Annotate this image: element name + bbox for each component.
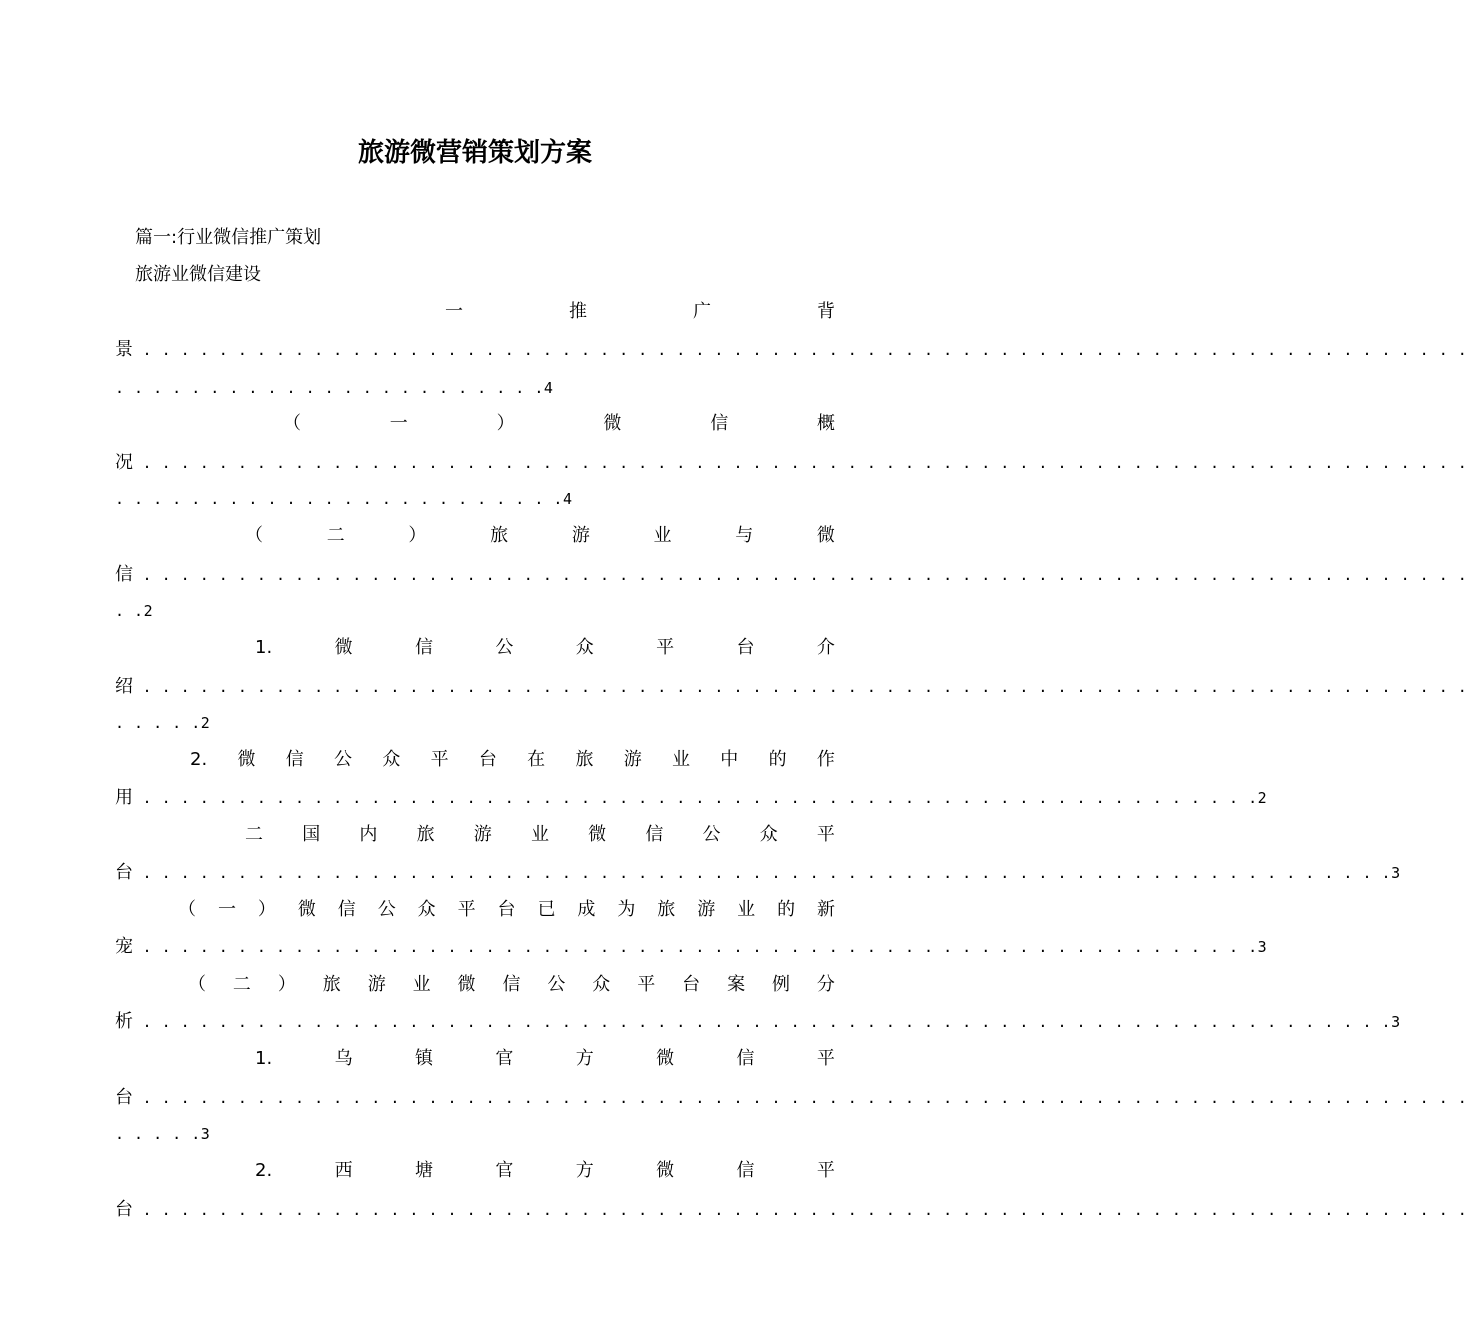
toc-heading-char: 镇 <box>414 1048 433 1069</box>
toc-heading-char: 为 <box>617 899 636 920</box>
toc-heading-char: 一 <box>445 301 463 322</box>
dot-leader: . . . . . <box>115 714 201 732</box>
toc-entry-leader <box>115 338 1467 362</box>
toc-heading-char: 台 <box>497 899 516 920</box>
toc-entry-leader <box>115 935 1267 959</box>
toc-heading-char: 内 <box>359 824 378 845</box>
toc-heading-char: 2. <box>255 1160 273 1181</box>
toc-heading-char: （ <box>245 525 263 546</box>
toc-heading-char: 业 <box>672 749 690 770</box>
toc-entry-heading <box>255 636 835 660</box>
toc-heading-char: （ <box>283 413 301 434</box>
toc-entry-leader <box>115 451 1467 475</box>
toc-entry-end-char: 台 <box>115 1087 133 1108</box>
toc-heading-char: 游 <box>571 525 590 546</box>
toc-heading-char: 乌 <box>334 1048 353 1069</box>
toc-heading-char: 官 <box>495 1160 514 1181</box>
toc-entry-continuation <box>115 711 210 735</box>
toc-heading-char: 1. <box>255 1048 273 1069</box>
toc-heading-char: 案 <box>727 974 746 995</box>
toc-heading-char: 信 <box>645 824 664 845</box>
page-number: 2 <box>1257 789 1268 807</box>
toc-heading-char: 平 <box>816 1160 835 1181</box>
toc-heading-char: 公 <box>702 824 721 845</box>
dot-leader: . . . . . . . . . . . . . . . . . . . . . . . . . . . . . . . . . . . . . . . . . . . . . . . . . . . . . . . . . . . <box>133 789 1258 807</box>
toc-heading-char: 微 <box>656 1048 675 1069</box>
toc-heading-char: 台 <box>478 749 497 770</box>
toc-entry-end-char: 台 <box>115 1199 133 1220</box>
page-number: 4 <box>543 379 554 397</box>
toc-entry-leader <box>115 861 1401 885</box>
toc-heading-char: 信 <box>710 413 729 434</box>
dot-leader: . . <box>115 602 144 620</box>
toc-heading-char: 业 <box>653 525 672 546</box>
toc-heading-char: 台 <box>682 974 701 995</box>
toc-heading-char: 方 <box>575 1160 594 1181</box>
toc-entry-end-char: 析 <box>115 1011 133 1032</box>
toc-heading-char: 分 <box>816 974 835 995</box>
toc-heading-char: 作 <box>816 749 835 770</box>
dot-leader: . . . . . . . . . . . . . . . . . . . . . . . . . . . . . . . . . . . . . . . . . . . . . . . . . . . . . . . . . . . . . . . . . . <box>133 864 1392 882</box>
dot-leader: . . . . . . . . . . . . . . . . . . . . . . . . . . . . . . . . . . . . . . . . . . . . . . . . . . . . . . . . . . . . . . . . . . . . . . <box>133 1089 1467 1107</box>
toc-heading-char: 新 <box>817 899 835 920</box>
toc-entry-continuation <box>115 487 572 511</box>
toc-heading-char: 信 <box>337 899 356 920</box>
toc-heading-char: 微 <box>816 525 835 546</box>
toc-entry-continuation <box>115 1122 210 1146</box>
dot-leader: . . . . . . . . . . . . . . . . . . . . . . . . . . . . . . . . . . . . . . . . . . . . . . . . . . . . . . . . . . . . . . . . . . . . . . <box>133 454 1467 472</box>
page-number: 2 <box>200 714 211 732</box>
toc-heading-char: 众 <box>575 637 594 658</box>
toc-heading-char: 介 <box>816 637 835 658</box>
toc-heading-char: 众 <box>417 899 436 920</box>
toc-entry-leader <box>115 786 1267 810</box>
toc-heading-char: 平 <box>656 637 675 658</box>
toc-heading-char: 旅 <box>322 974 341 995</box>
toc-heading-char: 众 <box>382 749 401 770</box>
toc-entry-leader <box>115 1086 1467 1110</box>
toc-heading-char: 众 <box>759 824 778 845</box>
toc-heading-char: 游 <box>623 749 642 770</box>
toc-entry-continuation <box>115 599 153 623</box>
toc-entry-leader <box>115 1010 1401 1034</box>
toc-heading-char: 方 <box>575 1048 594 1069</box>
toc-heading-char: 二 <box>245 824 263 845</box>
toc-heading-char: 微 <box>237 749 256 770</box>
toc-heading-char: 背 <box>817 301 835 322</box>
toc-heading-char: 已 <box>537 899 556 920</box>
toc-heading-char: 平 <box>430 749 449 770</box>
toc-heading-char: 官 <box>495 1048 514 1069</box>
toc-heading-char: 平 <box>637 974 656 995</box>
dot-leader: . . . . . <box>115 1125 201 1143</box>
toc-entry-end-char: 宠 <box>115 936 133 957</box>
toc-heading-char: 旅 <box>657 899 676 920</box>
toc-heading-char: 1. <box>255 637 273 658</box>
toc-heading-char: 旅 <box>575 749 594 770</box>
page-number: 3 <box>1391 1013 1401 1031</box>
toc-heading-char: 微 <box>457 974 476 995</box>
dot-leader: . . . . . . . . . . . . . . . . . . . . . . . . <box>115 490 563 508</box>
toc-heading-char: 公 <box>334 749 353 770</box>
toc-heading-char: （ <box>188 974 206 995</box>
toc-heading-char: 业 <box>530 824 549 845</box>
toc-heading-char: 公 <box>495 637 514 658</box>
toc-heading-char: 微 <box>656 1160 675 1181</box>
toc-heading-char: 信 <box>285 749 304 770</box>
toc-heading-char: 2. <box>190 749 208 770</box>
toc-entry-end-char: 信 <box>115 564 133 585</box>
toc-heading-char: 与 <box>735 525 754 546</box>
toc-entry-leader <box>115 1198 1467 1222</box>
toc-heading-char: 游 <box>367 974 386 995</box>
toc-heading-char: 平 <box>816 824 835 845</box>
toc-heading-char: 微 <box>334 637 353 658</box>
toc-heading-char: 一 <box>217 899 236 920</box>
toc-entry-heading <box>255 1047 835 1071</box>
toc-entry-heading <box>255 1159 835 1183</box>
toc-heading-char: 例 <box>771 974 790 995</box>
toc-heading-char: 国 <box>302 824 321 845</box>
toc-entry-heading <box>190 748 835 772</box>
page-number: 3 <box>200 1125 211 1143</box>
toc-heading-char: 二 <box>326 525 345 546</box>
dot-leader: . . . . . . . . . . . . . . . . . . . . . . . . . . . . . . . . . . . . . . . . . . . . . . . . . . . . . . . . . . . <box>133 938 1258 956</box>
toc-entry-heading <box>445 300 835 324</box>
document-title: 旅游微营销策划方案 <box>357 138 592 168</box>
toc-heading-char: 推 <box>569 301 587 322</box>
dot-leader: . . . . . . . . . . . . . . . . . . . . . . . . . . . . . . . . . . . . . . . . . . . . . . . . . . . . . . . . . . . . . . . . . . . . . . <box>133 1201 1467 1219</box>
page-number: 4 <box>562 490 573 508</box>
toc-heading-char: 信 <box>502 974 521 995</box>
toc-heading-char: 概 <box>816 413 835 434</box>
toc-heading-char: 微 <box>603 413 622 434</box>
toc-heading-char: 微 <box>588 824 607 845</box>
toc-heading-char: 信 <box>736 1048 755 1069</box>
toc-heading-char: 台 <box>736 637 755 658</box>
toc-heading-char: 中 <box>720 749 739 770</box>
toc-heading-char: （ <box>178 899 196 920</box>
toc-heading-char: 微 <box>297 899 316 920</box>
toc-heading-char: 平 <box>457 899 476 920</box>
toc-entry-leader <box>115 563 1467 587</box>
dot-leader: . . . . . . . . . . . . . . . . . . . . . . . . . . . . . . . . . . . . . . . . . . . . . . . . . . . . . . . . . . . . . . . . . . <box>133 1013 1392 1031</box>
toc-heading-char: 旅 <box>490 525 509 546</box>
toc-heading-char: 一 <box>389 413 408 434</box>
toc-heading-char: 游 <box>697 899 716 920</box>
toc-entry-heading <box>245 524 835 548</box>
dot-leader: . . . . . . . . . . . . . . . . . . . . . . . <box>115 379 544 397</box>
toc-entry-end-char: 景 <box>115 339 133 360</box>
toc-entry-heading <box>178 898 835 922</box>
toc-heading-char: 游 <box>473 824 492 845</box>
page-number: 3 <box>1257 938 1268 956</box>
toc-heading-char: 西 <box>334 1160 353 1181</box>
toc-heading-char: ） <box>257 899 276 920</box>
toc-entry-end-char: 况 <box>115 452 133 473</box>
toc-entry-end-char: 台 <box>115 862 133 883</box>
toc-heading-char: 在 <box>527 749 546 770</box>
dot-leader: . . . . . . . . . . . . . . . . . . . . . . . . . . . . . . . . . . . . . . . . . . . . . . . . . . . . . . . . . . . . . . . . . . . . . . <box>133 341 1467 359</box>
toc-heading-char: 塘 <box>414 1160 433 1181</box>
toc-heading-char: 信 <box>736 1160 755 1181</box>
toc-heading-char: 二 <box>232 974 251 995</box>
toc-entry-end-char: 用 <box>115 787 133 808</box>
toc-heading-char: 旅 <box>416 824 435 845</box>
toc-heading-char: 信 <box>414 637 433 658</box>
toc-heading-char: 业 <box>412 974 431 995</box>
toc-entry-continuation <box>115 376 553 400</box>
toc-heading-char: ） <box>277 974 296 995</box>
toc-heading-char: ） <box>408 525 427 546</box>
toc-entry-heading <box>283 412 835 436</box>
toc-entry-leader <box>115 675 1467 699</box>
toc-heading-char: 成 <box>577 899 596 920</box>
dot-leader: . . . . . . . . . . . . . . . . . . . . . . . . . . . . . . . . . . . . . . . . . . . . . . . . . . . . . . . . . . . . . . . . . . . . . . <box>133 678 1467 696</box>
toc-heading-char: 广 <box>693 301 711 322</box>
toc-heading-char: 的 <box>768 749 787 770</box>
toc-heading-char: ） <box>496 413 515 434</box>
toc-heading-char: 众 <box>592 974 611 995</box>
dot-leader: . . . . . . . . . . . . . . . . . . . . . . . . . . . . . . . . . . . . . . . . . . . . . . . . . . . . . . . . . . . . . . . . . . . . . . <box>133 566 1467 584</box>
page-number: 3 <box>1391 864 1401 882</box>
toc-heading-char: 公 <box>547 974 566 995</box>
page-number: 2 <box>143 602 154 620</box>
subtitle: 旅游业微信建设 <box>135 264 261 285</box>
toc-heading-char: 平 <box>816 1048 835 1069</box>
toc-entry-heading <box>245 823 835 847</box>
toc-heading-char: 业 <box>737 899 756 920</box>
toc-heading-char: 的 <box>777 899 796 920</box>
toc-heading-char: 公 <box>377 899 396 920</box>
toc-entry-end-char: 绍 <box>115 676 133 697</box>
section-heading: 篇一:行业微信推广策划 <box>135 227 322 248</box>
toc-entry-heading <box>188 973 835 997</box>
